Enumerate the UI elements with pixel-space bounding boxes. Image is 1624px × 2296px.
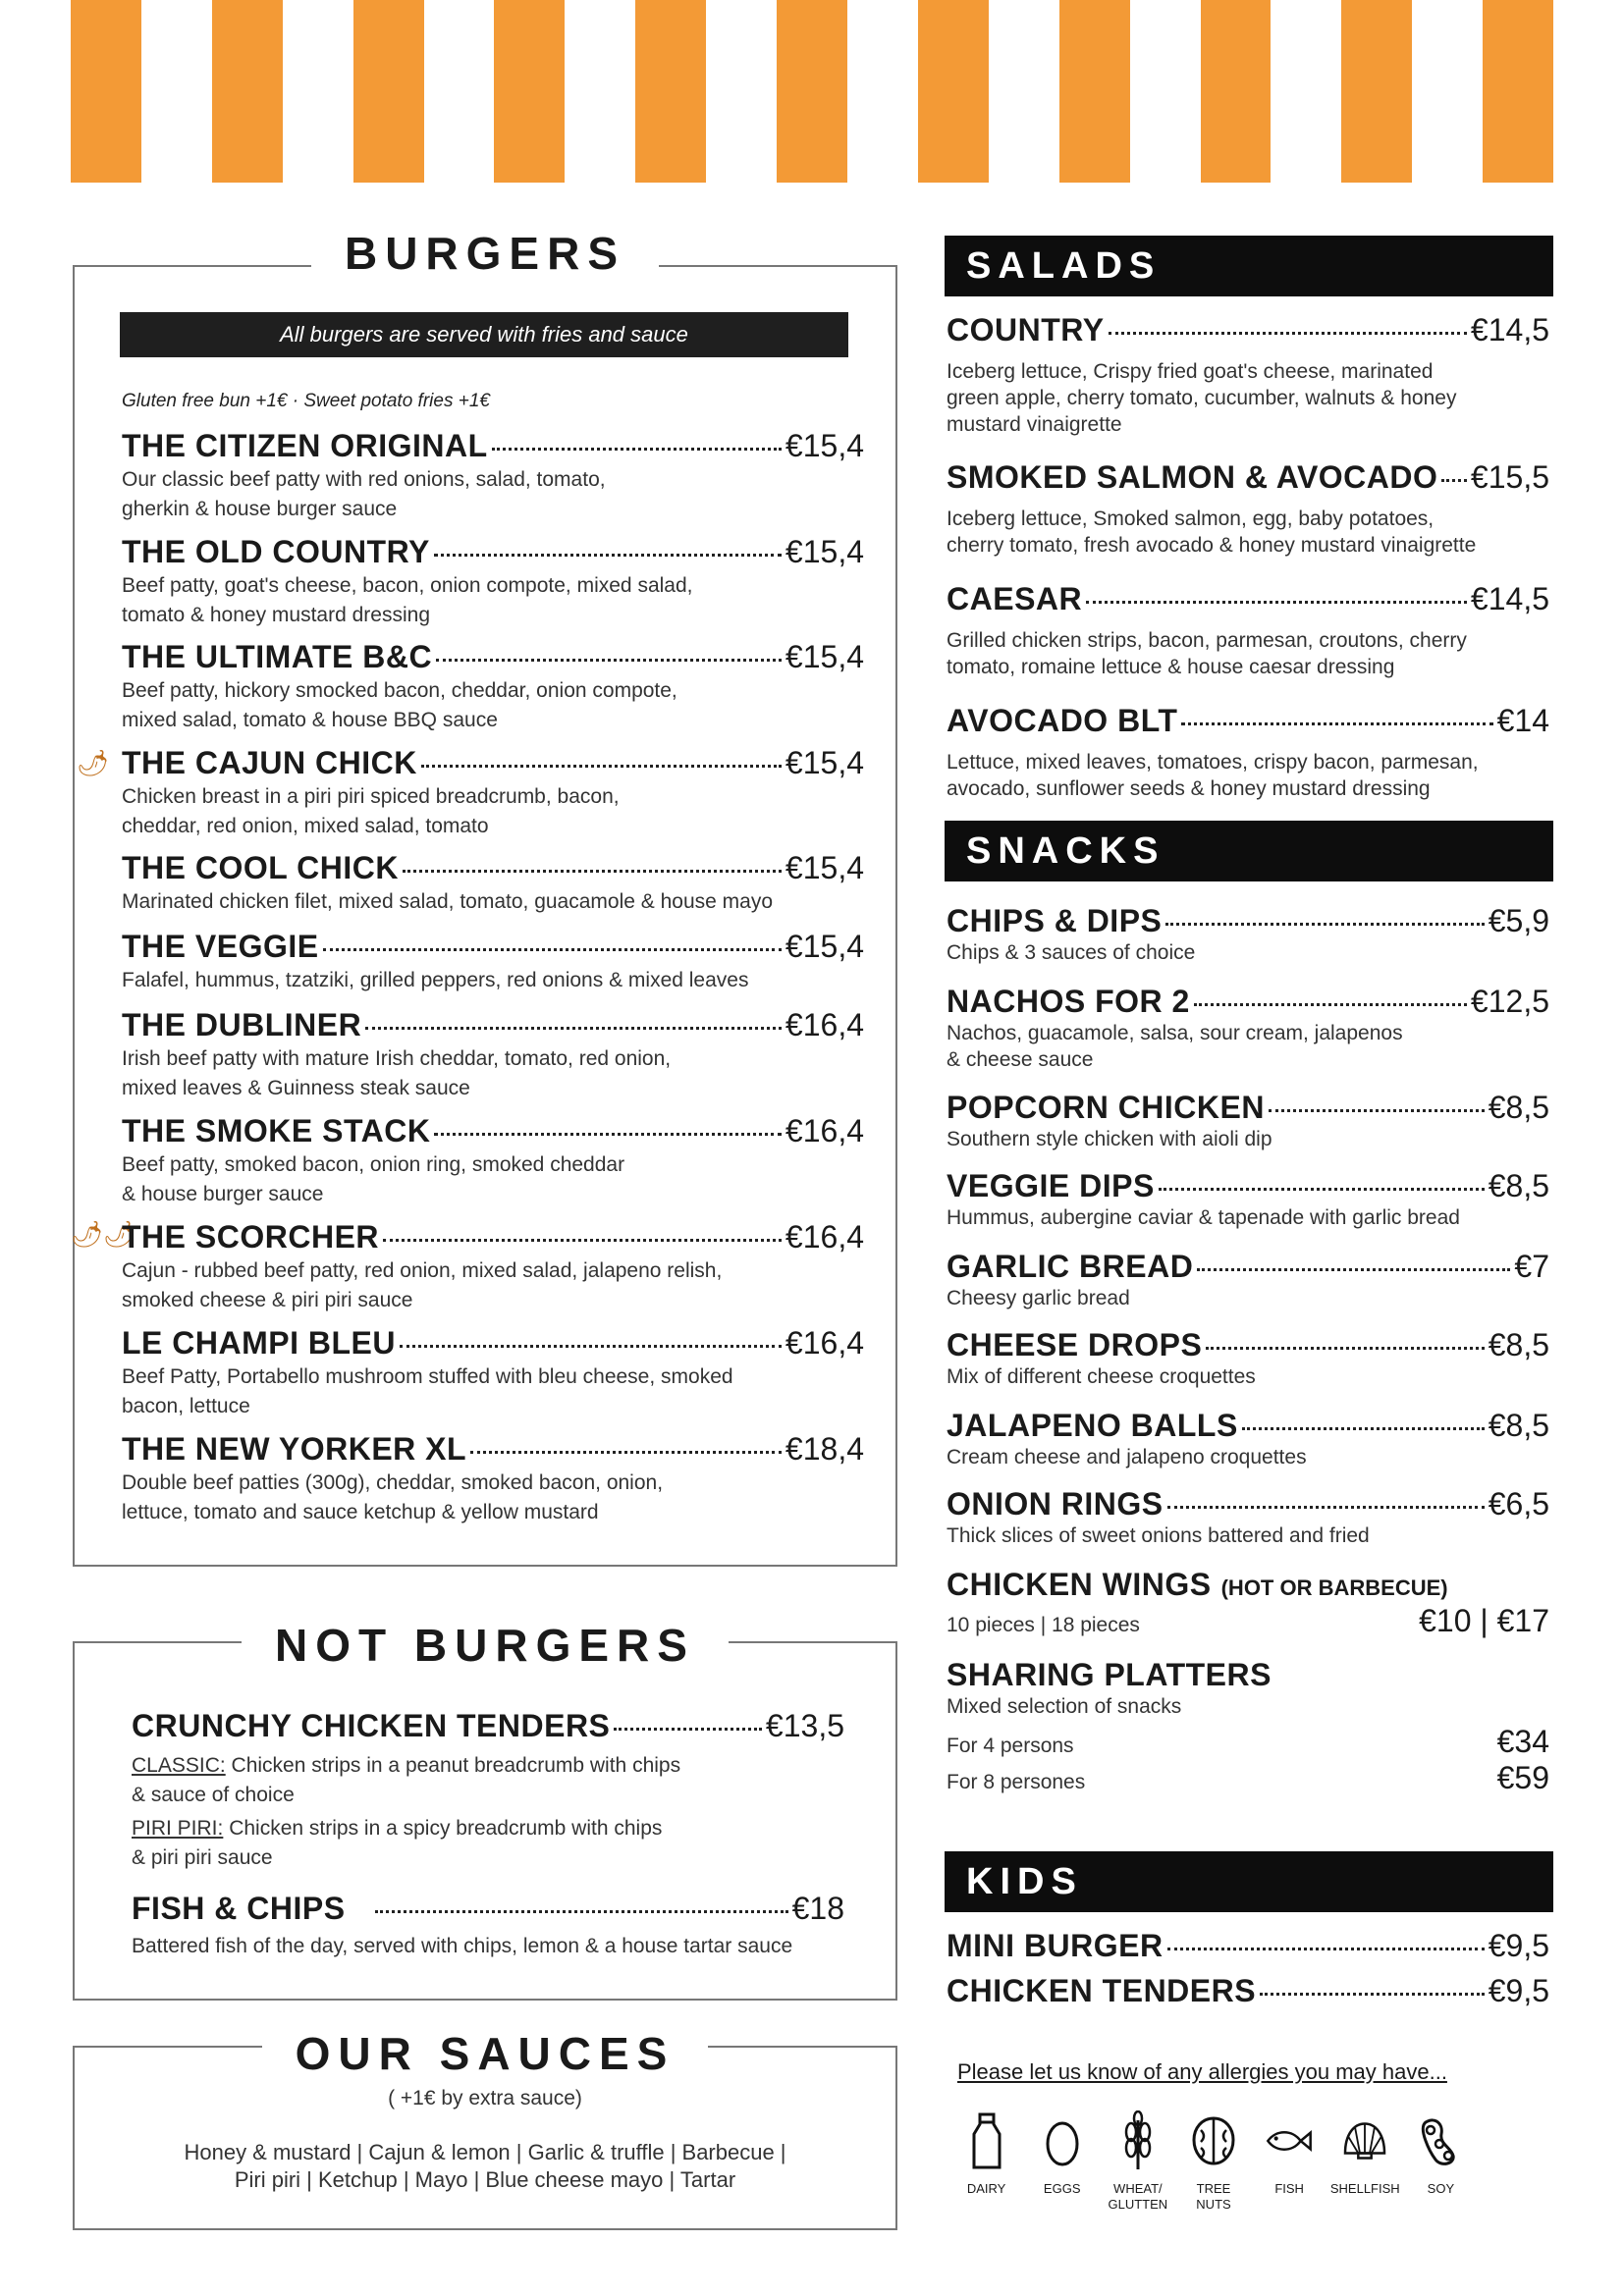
item-name: GARLIC BREAD <box>947 1249 1194 1284</box>
item-name: COUNTRY <box>947 312 1105 347</box>
item-name: THE COOL CHICK <box>122 850 399 885</box>
item-name: THE CAJUN CHICK <box>122 745 417 780</box>
menu-item <box>122 929 864 994</box>
menu-item <box>122 1113 864 1208</box>
item-desc: cherry tomato, fresh avocado & honey mustard vinaigrette <box>947 534 1477 557</box>
item-name: NACHOS FOR 2 <box>947 984 1190 1019</box>
piri-desc2: & piri piri sauce <box>132 1846 273 1869</box>
item-name: THE DUBLINER <box>122 1007 362 1042</box>
menu-item <box>122 1431 864 1526</box>
platter-opt1: For 4 persons <box>947 1735 1074 1757</box>
allergen-label: WHEAT/ <box>1113 2181 1163 2196</box>
allergen-dairy <box>948 2110 1024 2213</box>
allergen-label: GLUTTEN <box>1108 2197 1168 2212</box>
item-desc: Double beef patties (300g), cheddar, smoked bacon, onion, <box>122 1471 664 1494</box>
allergen-soy <box>1403 2110 1479 2213</box>
item-price: €8,5 <box>1488 1327 1549 1362</box>
burgers-extras: Gluten free bun +1€ · Sweet potato fries +1€ <box>122 391 490 411</box>
item-name: THE ULTIMATE B&C <box>122 639 433 674</box>
item-desc: Hummus, aubergine caviar & tapenade with garlic bread <box>947 1206 1460 1229</box>
item-desc: Grilled chicken strips, bacon, parmesan, croutons, cherry <box>947 629 1467 652</box>
item-price: €12,5 <box>1470 984 1549 1019</box>
not-burgers-title-wrap <box>73 1618 897 1673</box>
item-desc: Thick slices of sweet onions battered and fried <box>947 1524 1370 1547</box>
item-price: €16,4 <box>785 1219 864 1255</box>
item-name: ONION RINGS <box>947 1486 1164 1522</box>
piri-desc: Chicken strips in a spicy breadcrumb with chips <box>223 1817 663 1840</box>
item-price: €18 <box>791 1891 844 1926</box>
item-desc: Marinated chicken filet, mixed salad, tomato, guacamole & house mayo <box>122 890 774 913</box>
item-price: €14,5 <box>1470 312 1549 347</box>
item-price: €5,9 <box>1488 903 1549 938</box>
classic-label: CLASSIC: <box>132 1754 226 1777</box>
menu-item <box>122 1219 864 1314</box>
fish-icon <box>1252 2110 1327 2171</box>
item-desc: Beef patty, hickory smocked bacon, cheddar, onion compote, <box>122 679 677 702</box>
menu-item <box>122 534 864 629</box>
item-name: THE VEGGIE <box>122 929 319 964</box>
item-desc: Cajun - rubbed beef patty, red onion, mixed salad, jalapeno relish, <box>122 1259 723 1282</box>
item-price: €13,5 <box>765 1708 844 1743</box>
sauces-title: OUR SAUCES <box>262 2026 709 2081</box>
item-name: CHEESE DROPS <box>947 1327 1203 1362</box>
allergen-tree <box>1175 2110 1251 2213</box>
menu-item <box>122 745 864 840</box>
item-name: THE NEW YORKER XL <box>122 1431 467 1467</box>
item-price: €8,5 <box>1488 1090 1549 1125</box>
chili-icon: 🌶 <box>77 748 110 777</box>
wheat-icon <box>1100 2110 1175 2171</box>
item-name: FISH & CHIPS <box>132 1891 346 1926</box>
milk-bottle-icon <box>948 2110 1024 2171</box>
item-name: LE CHAMPI BLEU <box>122 1325 396 1361</box>
sauces-note: ( +1€ by extra sauce) <box>388 2087 582 2109</box>
menu-item <box>122 1325 864 1420</box>
menu-item <box>947 1168 1549 1231</box>
item-desc: Beef patty, smoked bacon, onion ring, smoked cheddar <box>122 1153 625 1176</box>
allergen-shellfish <box>1327 2110 1403 2213</box>
item-name: THE CITIZEN ORIGINAL <box>122 428 488 463</box>
chicken-tenders-item <box>132 1708 844 1872</box>
snacks-header: SNACKS <box>945 821 1553 881</box>
item-price: €6,5 <box>1488 1486 1549 1522</box>
item-name: THE SMOKE STACK <box>122 1113 431 1148</box>
item-price: €15,4 <box>785 850 864 885</box>
sauces-title-wrap <box>73 2026 897 2081</box>
item-desc: Chicken breast in a piri piri spiced breadcrumb, bacon, <box>122 785 620 808</box>
item-price: €18,4 <box>785 1431 864 1467</box>
menu-item <box>122 639 864 734</box>
allergen-label: NUTS <box>1196 2197 1231 2212</box>
item-desc: & cheese sauce <box>947 1048 1094 1071</box>
burgers-note: All burgers are served with fries and sauce <box>120 312 848 357</box>
top-stripes <box>71 0 1553 183</box>
item-desc: cheddar, red onion, mixed salad, tomato <box>122 815 489 837</box>
burgers-title: BURGERS <box>311 226 659 281</box>
salads-header: SALADS <box>945 236 1553 296</box>
item-desc: mixed leaves & Guinness steak sauce <box>122 1077 470 1099</box>
allergen-label: SOY <box>1427 2181 1455 2196</box>
item-price: €15,4 <box>785 745 864 780</box>
allergen-legend <box>948 2110 1479 2213</box>
item-name: CHICKEN TENDERS <box>947 1973 1257 2008</box>
sauces-line2: Piri piri | Ketchup | Mayo | Blue cheese mayo | Tartar <box>234 2167 736 2192</box>
allergen-label: FISH <box>1274 2181 1304 2196</box>
platter-price2: €59 <box>1496 1760 1549 1795</box>
item-name: JALAPENO BALLS <box>947 1408 1238 1443</box>
item-name: AVOCADO BLT <box>947 703 1178 738</box>
item-desc: bacon, lettuce <box>122 1395 250 1417</box>
item-price: €15,4 <box>785 929 864 964</box>
item-desc: mustard vinaigrette <box>947 413 1122 436</box>
item-desc: Battered fish of the day, served with chips, lemon & a house tartar sauce <box>132 1935 793 1957</box>
menu-item <box>947 1327 1549 1390</box>
item-desc: avocado, sunflower seeds & honey mustard dressing <box>947 777 1431 800</box>
item-desc: gherkin & house burger sauce <box>122 498 398 520</box>
item-price: €8,5 <box>1488 1408 1549 1443</box>
allergen-label: DAIRY <box>966 2181 1006 2196</box>
menu-item <box>947 1928 1549 1964</box>
item-price: €10 | €17 <box>1419 1603 1549 1638</box>
item-desc: Our classic beef patty with red onions, salad, tomato, <box>122 468 606 491</box>
item-desc: & house burger sauce <box>122 1183 324 1205</box>
item-price: €16,4 <box>785 1325 864 1361</box>
fish-chips-item <box>132 1891 844 1960</box>
wings-sub: 10 pieces | 18 pieces <box>947 1614 1140 1636</box>
soybean-icon <box>1403 2110 1479 2171</box>
item-name: MINI BURGER <box>947 1928 1164 1963</box>
menu-item <box>947 312 1549 438</box>
item-desc: Southern style chicken with aioli dip <box>947 1128 1272 1150</box>
item-price: €14,5 <box>1470 581 1549 616</box>
item-desc: Irish beef patty with mature Irish cheddar, tomato, red onion, <box>122 1047 672 1070</box>
item-price: €15,5 <box>1470 459 1549 495</box>
menu-item <box>947 1408 1549 1470</box>
item-desc: Beef patty, goat's cheese, bacon, onion compote, mixed salad, <box>122 574 693 597</box>
shell-icon <box>1327 2110 1403 2171</box>
sharing-platters-item <box>947 1657 1549 1796</box>
item-price: €15,4 <box>785 639 864 674</box>
allergen-label: SHELLFISH <box>1329 2181 1400 2196</box>
chicken-wings-item <box>947 1567 1549 1639</box>
item-price: €7 <box>1514 1249 1549 1284</box>
menu-item <box>947 1090 1549 1152</box>
item-desc: Mix of different cheese croquettes <box>947 1365 1256 1388</box>
item-price: €9,5 <box>1488 1973 1549 2008</box>
walnut-icon <box>1175 2110 1251 2171</box>
menu-item <box>947 984 1549 1073</box>
item-price: €9,5 <box>1488 1928 1549 1963</box>
item-name: VEGGIE DIPS <box>947 1168 1155 1203</box>
double-chili-icon: 🌶🌶 <box>71 1219 136 1249</box>
item-name: CHICKEN WINGS <box>947 1567 1212 1602</box>
item-desc: lettuce, tomato and sauce ketchup & yellow mustard <box>122 1501 599 1523</box>
item-name: CAESAR <box>947 581 1083 616</box>
item-name: CHIPS & DIPS <box>947 903 1163 938</box>
sauces-line1: Honey & mustard | Cajun & lemon | Garlic & truffle | Barbecue | <box>184 2140 786 2164</box>
menu-item <box>947 703 1549 802</box>
kids-header: KIDS <box>945 1851 1553 1912</box>
item-desc: Beef Patty, Portabello mushroom stuffed with bleu cheese, smoked <box>122 1365 733 1388</box>
classic-desc: Chicken strips in a peanut breadcrumb with chips <box>225 1754 681 1777</box>
item-desc: Nachos, guacamole, salsa, sour cream, jalapenos <box>947 1022 1403 1044</box>
wings-suffix: (HOT OR BARBECUE) <box>1220 1575 1448 1600</box>
item-desc: Cheesy garlic bread <box>947 1287 1130 1309</box>
item-price: €8,5 <box>1488 1168 1549 1203</box>
item-desc: Cream cheese and jalapeno croquettes <box>947 1446 1307 1468</box>
item-name: SHARING PLATTERS <box>947 1657 1272 1692</box>
item-desc: Chips & 3 sauces of choice <box>947 941 1196 964</box>
allergen-wheat <box>1100 2110 1175 2213</box>
menu-item <box>122 428 864 523</box>
item-desc: Lettuce, mixed leaves, tomatoes, crispy bacon, parmesan, <box>947 751 1479 774</box>
menu-item <box>947 459 1549 559</box>
allergen-label: TREE <box>1196 2181 1231 2196</box>
item-desc: green apple, cherry tomato, cucumber, walnuts & honey <box>947 387 1457 409</box>
allergen-fish <box>1252 2110 1327 2213</box>
allergen-eggs <box>1024 2110 1100 2213</box>
platter-opt2: For 8 persones <box>947 1771 1086 1793</box>
item-name: THE OLD COUNTRY <box>122 534 430 569</box>
item-name: SMOKED SALMON & AVOCADO <box>947 459 1438 495</box>
classic-desc2: & sauce of choice <box>132 1784 295 1806</box>
item-desc: Mixed selection of snacks <box>947 1695 1182 1718</box>
item-desc: tomato, romaine lettuce & house caesar dressing <box>947 656 1395 678</box>
platter-price1: €34 <box>1496 1724 1549 1759</box>
item-price: €15,4 <box>785 428 864 463</box>
menu-item <box>122 850 864 916</box>
menu-item <box>122 1007 864 1102</box>
item-price: €16,4 <box>785 1007 864 1042</box>
menu-item <box>947 903 1549 966</box>
item-price: €16,4 <box>785 1113 864 1148</box>
item-desc: Iceberg lettuce, Crispy fried goat's cheese, marinated <box>947 360 1434 383</box>
not-burgers-title: NOT BURGERS <box>242 1618 729 1673</box>
item-desc: smoked cheese & piri piri sauce <box>122 1289 413 1311</box>
burgers-title-wrap <box>73 226 897 281</box>
menu-item <box>947 1486 1549 1549</box>
menu-item <box>947 581 1549 680</box>
menu-item <box>947 1973 1549 2009</box>
menu-item <box>947 1249 1549 1311</box>
item-price: €14 <box>1496 703 1549 738</box>
item-desc: mixed salad, tomato & house BBQ sauce <box>122 709 498 731</box>
item-price: €15,4 <box>785 534 864 569</box>
item-desc: Falafel, hummus, tzatziki, grilled peppers, red onions & mixed leaves <box>122 969 749 991</box>
item-name: CRUNCHY CHICKEN TENDERS <box>132 1708 611 1743</box>
item-desc: tomato & honey mustard dressing <box>122 604 430 626</box>
allergen-label: EGGS <box>1043 2181 1081 2196</box>
egg-icon <box>1024 2110 1100 2171</box>
item-name: THE SCORCHER <box>122 1219 380 1255</box>
allergy-note: Please let us know of any allergies you may have... <box>957 2059 1447 2084</box>
piri-label: PIRI PIRI: <box>132 1817 224 1840</box>
item-desc: Iceberg lettuce, Smoked salmon, egg, baby potatoes, <box>947 507 1435 530</box>
item-name: POPCORN CHICKEN <box>947 1090 1265 1125</box>
